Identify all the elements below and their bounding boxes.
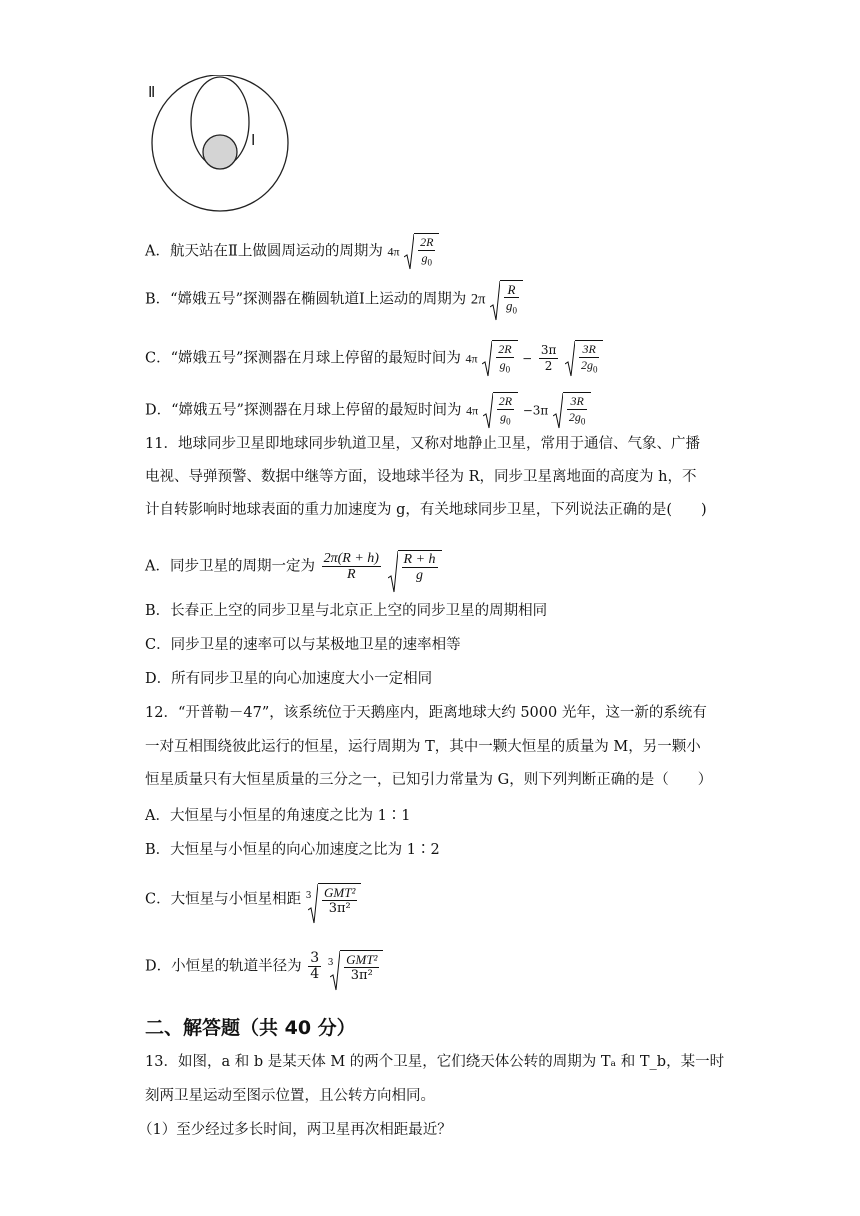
sqrt: $\frac{2R}{g_0}$ — [483, 392, 518, 429]
q11-line-3: 计自转影响时地球表面的重力加速度为 g，有关地球同步卫星，下列说法正确的是( ) — [145, 502, 707, 518]
q11-option-a: A．同步卫星的周期一定为 $\frac{2\pi(R + h)}{R}$ $\frac{R + h}{g}$ — [145, 550, 442, 583]
sqrt: $\frac{R + h}{g}$ — [388, 550, 442, 583]
q12-line-3: 恒星质量只有大恒星质量的三分之一，已知引力常量为 G，则下列判断正确的是（ ） — [145, 772, 713, 788]
sqrt: $\frac{\text{GMT²}}{\text{3π²}}$ — [330, 950, 383, 983]
sqrt: $\frac{R}{g_0}$ — [490, 280, 523, 319]
sqrt: $\frac{2R}{g_0}$ — [404, 233, 439, 270]
q11-option-c: C．同步卫星的速率可以与某极地卫星的速率相等 — [145, 637, 461, 653]
q12-option-d: D．小恒星的轨道半径为 $\frac{3}{4}$ $^3$ $\frac{\text{GMT²}}{\text{3π²}}$ — [145, 950, 383, 983]
q10-option-d: D．“嫦娥五号”探测器在月球上停留的最短时间为 4π $\frac{2R}{g_0}$ −3π $\frac{3R}{2g_0}$ — [145, 392, 591, 429]
moon-circle — [203, 135, 237, 169]
q10-option-c: C．“嫦娥五号”探测器在月球上停留的最短时间为 4π $\frac{2R}{g_0}$ − $\frac{3\pi}{2}$ $\frac{3R}{2g_0}$ — [145, 340, 603, 377]
q11-option-d: D．所有同步卫星的向心加速度大小一定相同 — [145, 671, 433, 687]
q13-line-1: 13．如图，a 和 b 是某天体 M 的两个卫星，它们绕天体公转的周期为 Tₐ 和 T_b，某一时 — [145, 1054, 725, 1070]
sqrt: $\frac{3R}{2g_0}$ — [565, 340, 604, 377]
sqrt: $\frac{\text{GMT²}}{\text{3π²}}$ — [308, 883, 361, 916]
label-orbit-II: Ⅱ — [148, 85, 156, 101]
q11-line-2: 电视、导弹预警、数据中继等方面，设地球半径为 R，同步卫星离地面的高度为 h，不 — [145, 469, 697, 485]
q13-line-2: 刻两卫星运动至图示位置，且公转方向相同。 — [145, 1088, 435, 1104]
q12-option-c: C．大恒星与小恒星相距 $^3$ $\frac{\text{GMT²}}{\text{3π²}}$ — [145, 883, 361, 916]
q11-line-1: 11．地球同步卫星即地球同步轨道卫星，又称对地静止卫星，常用于通信、气象、广播 — [145, 436, 700, 452]
sqrt: $\frac{2R}{g_0}$ — [482, 340, 517, 377]
orbit-figure — [140, 75, 300, 215]
q12-option-b: B．大恒星与小恒星的向心加速度之比为 1∶2 — [145, 842, 440, 858]
q11-option-b: B．长春正上空的同步卫星与北京正上空的同步卫星的周期相同 — [145, 603, 548, 619]
section-heading: 二、解答题（共 40 分） — [145, 1017, 356, 1039]
q12-line-2: 一对互相围绕彼此运行的恒星，运行周期为 T，其中一颗大恒星的质量为 M，另一颗小 — [145, 739, 701, 755]
q10-option-a: A．航天站在Ⅱ上做圆周运动的周期为 4π $\frac{2R}{g_0}$ — [145, 233, 439, 270]
q10-option-b: B．“嫦娥五号”探测器在椭圆轨道Ⅰ上运动的周期为 2π $\frac{R}{g_0}$ — [145, 280, 523, 319]
q12-option-a: A．大恒星与小恒星的角速度之比为 1∶1 — [145, 808, 411, 824]
q12-line-1: 12．“开普勒－47”，该系统位于天鹅座内，距离地球大约 5000 光年，这一新的系统有 — [145, 705, 707, 721]
label-orbit-I: Ⅰ — [251, 133, 256, 149]
q13-sub-1: （1）至少经过多长时间，两卫星再次相距最近？ — [138, 1122, 452, 1138]
sqrt: $\frac{3R}{2g_0}$ — [553, 392, 592, 429]
